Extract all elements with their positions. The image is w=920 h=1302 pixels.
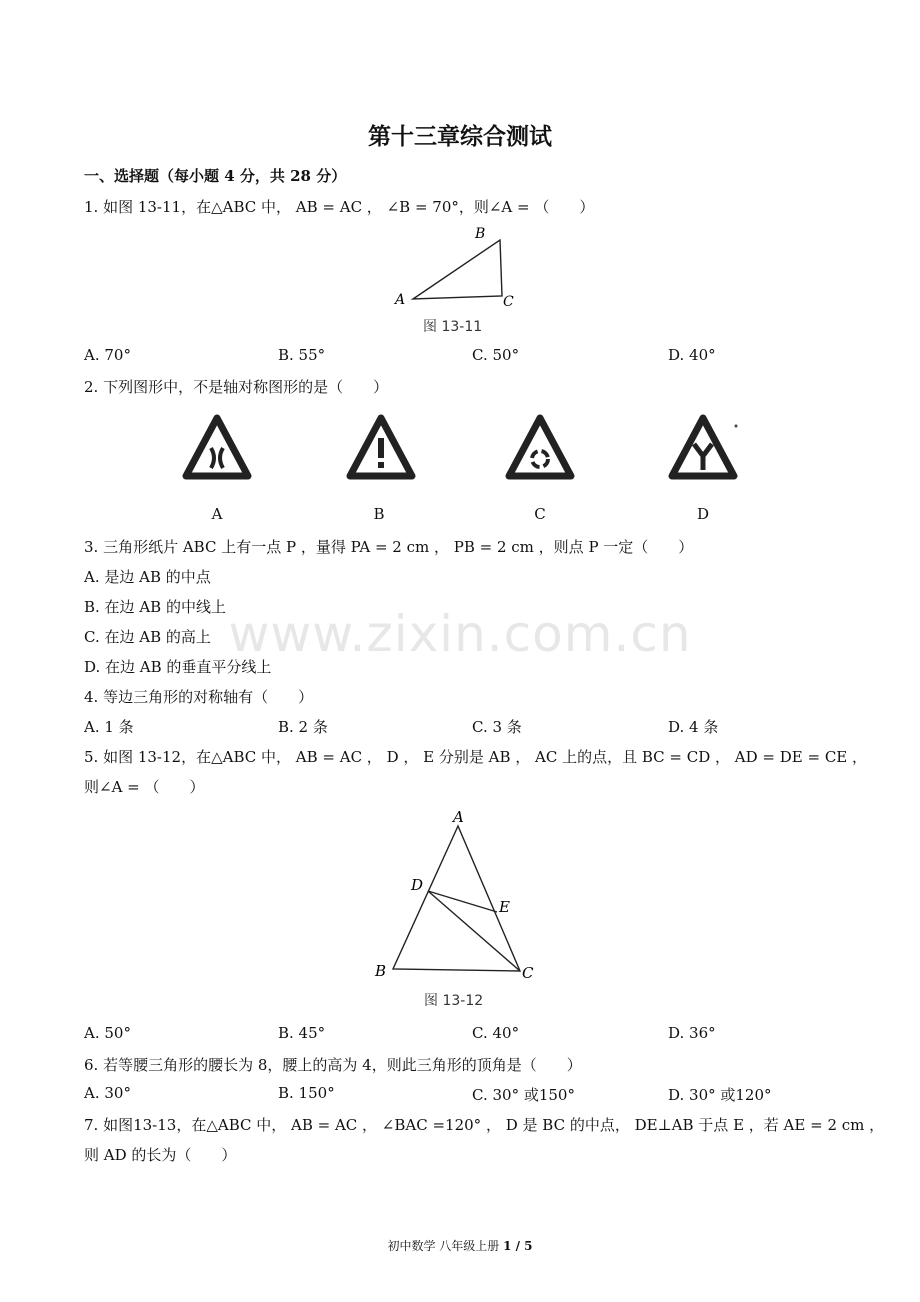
figure-13-12 — [365, 806, 545, 1018]
question-2-stem: 2. 下列图形中，不是轴对称图形的是（ ） — [84, 378, 389, 396]
section-heading: 一、选择题（每小题 4 分，共 28 分） — [84, 167, 347, 185]
option-b: B. 在边 AB 的中线上 — [84, 598, 226, 616]
figure-point-label: C — [522, 964, 534, 982]
figure-point-label: D — [411, 876, 424, 894]
option-b: B. 55° — [278, 346, 326, 364]
option-c: C. 3 条 — [472, 718, 522, 736]
figure-caption: 图 13-12 — [424, 993, 484, 1009]
option-c: C. 30° 或150° — [472, 1086, 575, 1104]
option-a: A. 30° — [84, 1084, 131, 1102]
warning-sign-exclamation-icon — [346, 414, 416, 480]
figure-point-label: A — [395, 292, 406, 308]
figure-caption: 图 13-11 — [423, 319, 483, 335]
figure-point-label: B — [375, 962, 387, 980]
question-5-stem-line-2: 则∠A = （ ） — [84, 778, 205, 796]
option-d: D. 30° 或120° — [668, 1086, 772, 1104]
option-c: C. 50° — [472, 346, 520, 364]
warning-sign-narrow-road-icon — [182, 414, 252, 480]
option-d: D. 在边 AB 的垂直平分线上 — [84, 658, 272, 676]
warning-sign-roundabout-icon — [505, 414, 575, 480]
option-d: D. 36° — [668, 1024, 716, 1042]
page-title: 第十三章综合测试 — [368, 123, 552, 150]
question-1-stem: 1. 如图 13-11，在△ABC 中， AB = AC ， ∠B = 70°，则∠A = （ ） — [84, 198, 595, 216]
watermark: www.zixin.com.cn — [228, 605, 692, 663]
option-a: A. 1 条 — [84, 718, 134, 736]
figure-point-label: C — [503, 294, 514, 310]
figure-label-c: C — [534, 505, 546, 523]
option-c: C. 在边 AB 的高上 — [84, 628, 211, 646]
option-d: D. 4 条 — [668, 718, 719, 736]
option-a: A. 50° — [84, 1024, 131, 1042]
option-b: B. 150° — [278, 1084, 335, 1102]
figure-point-label: A — [453, 808, 464, 826]
figure-label-a: A — [211, 505, 223, 523]
figure-point-label: E — [499, 898, 510, 916]
figure-label-d: D — [696, 505, 710, 523]
question-7-stem-line-1: 7. 如图13-13，在△ABC 中， AB = AC ， ∠BAC =120° ， D 是 BC 的中点， DE⊥AB 于点 E ，若 AE = 2 cm ， — [84, 1116, 885, 1134]
page-footer — [0, 1237, 920, 1254]
figure-point-label: B — [475, 226, 486, 242]
option-b: B. 2 条 — [278, 718, 328, 736]
question-5-stem-line-1: 5. 如图 13-12，在△ABC 中， AB = AC ， D ， E 分别是 AB ， AC 上的点，且 BC = CD ， AD = DE = CE ， — [84, 748, 868, 766]
warning-sign-y-junction-icon — [666, 414, 740, 480]
footer-text: 初中数学 八年级上册 — [387, 1239, 504, 1253]
option-c: C. 40° — [472, 1024, 520, 1042]
option-d: D. 40° — [668, 346, 716, 364]
option-a: A. 是边 AB 的中点 — [84, 568, 211, 586]
page-number: 1 / 5 — [503, 1239, 533, 1253]
question-4-stem: 4. 等边三角形的对称轴有（ ） — [84, 688, 314, 706]
triangle-abc-shape — [413, 240, 502, 299]
figure-label-b: B — [373, 505, 385, 523]
option-b: B. 45° — [278, 1024, 326, 1042]
question-3-stem: 3. 三角形纸片 ABC 上有一点 P ，量得 PA = 2 cm ， PB = 2 cm ，则点 P 一定（ ） — [84, 538, 694, 556]
question-7-stem-line-2: 则 AD 的长为（ ） — [84, 1146, 237, 1164]
option-a: A. 70° — [84, 346, 131, 364]
question-6-stem: 6. 若等腰三角形的腰长为 8，腰上的高为 4，则此三角形的顶角是（ ） — [84, 1056, 582, 1074]
